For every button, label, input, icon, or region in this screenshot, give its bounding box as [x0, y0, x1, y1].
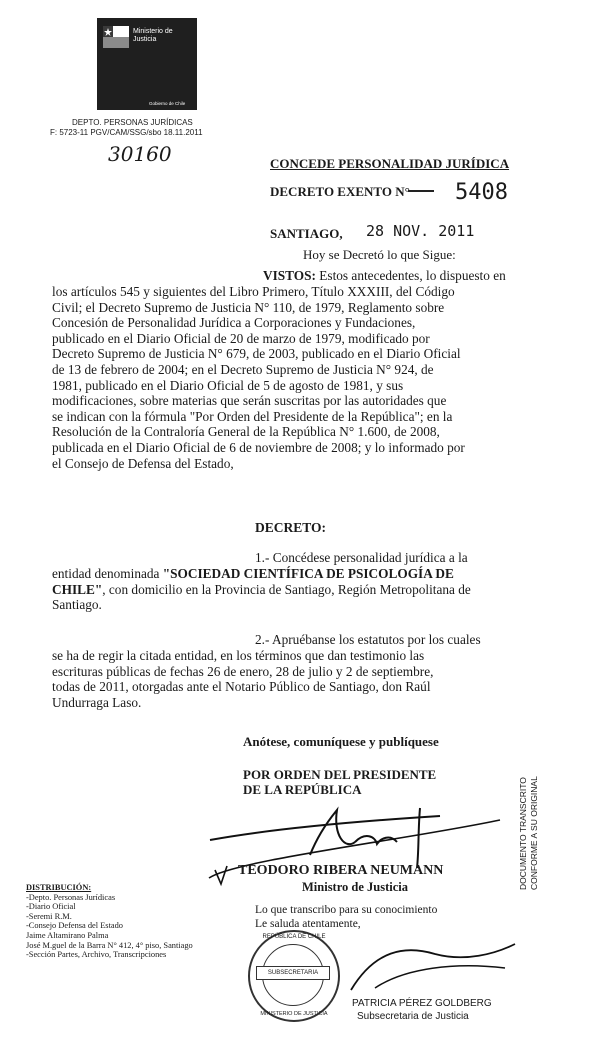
place: SANTIAGO, [270, 226, 343, 241]
distribution-item: Jaime Altamirano Palma [26, 930, 109, 940]
transcribe-line1: Lo que transcribo para su conocimiento [255, 904, 438, 916]
decree-dash [408, 190, 434, 192]
signer-title: Ministro de Justicia [302, 880, 409, 894]
vistos-line: se indican con la fórmula "Por Orden del Presidente de la República"; en la [52, 408, 453, 424]
article-1-first-line: 1.- Concédese personalidad jurídica a la [255, 550, 468, 565]
art1-post: , con domicilio en la Provincia de Santiago, Región Metropolitana de [102, 581, 471, 597]
article-2-first-line: 2.- Apruébanse los estatutos por los cuales [255, 632, 481, 647]
official-seal-stamp [248, 930, 340, 1022]
distribution-item: -Depto. Personas Jurídicas [26, 892, 116, 902]
vistos-line: Civil; el Decreto Supremo de Justicia N° 110, de 1979, Reglamento sobre [52, 299, 445, 315]
distribution-item: -Diario Oficial [26, 902, 76, 912]
distribution-item: -Sección Partes, Archivo, Transcripciones [26, 950, 167, 960]
transcribe-line2: Le saluda atentamente, [255, 918, 361, 930]
entity-name-part2: CHILE" [52, 581, 103, 597]
article-2-paragraph [52, 648, 582, 710]
article-1-paragraph [52, 566, 582, 613]
art2-line: Undurraga Laso. [52, 694, 142, 710]
handwritten-number: 30160 [108, 142, 172, 166]
art1-last-line: Santiago. [52, 597, 102, 613]
subsecretaria-signature [345, 940, 525, 1000]
vistos-first-line [263, 268, 583, 284]
vistos-line: 1981, publicado en el Diario Oficial de 5 de agosto de 1981, y sus [52, 377, 404, 393]
vistos-paragraph [52, 284, 580, 471]
art2-line: escrituras públicas de fechas 26 de enero, 28 de julio y 2 de septiembre, [52, 663, 434, 679]
subsecretaria-name: PATRICIA PÉREZ GOLDBERG [352, 998, 492, 1009]
dept-label: DEPTO. PERSONAS JURÍDICAS [72, 118, 193, 127]
distribution-item: José M.guel de la Barra N° 412, 4° piso, Santiago [26, 940, 193, 950]
vistos-label: VISTOS: [263, 268, 316, 283]
por-orden-line1: POR ORDEN DEL PRESIDENTE [243, 767, 437, 782]
decree-label: DECRETO EXENTO N° [270, 184, 410, 199]
entity-name-part1: "SOCIEDAD CIENTÍFICA DE PSICOLOGÍA DE [162, 566, 454, 581]
vistos-line: Decreto Supremo de Justicia N° 679, de 2003, publicado en el Diario Oficial [52, 346, 461, 362]
side-stamp-line1: DOCUMENTO TRANSCRITO [518, 777, 528, 890]
logo-text-line2: Justicia [133, 36, 157, 43]
subsecretaria-title: Subsecretaria de Justicia [357, 1011, 469, 1022]
vistos-line: el Consejo de Defensa del Estado, [52, 455, 234, 471]
hoy-decreto: Hoy se Decretó lo que Sigue: [303, 247, 456, 262]
stamp-band-text: SUBSECRETARIA [256, 966, 330, 980]
stamp-top-text: REPÚBLICA DE CHILE [262, 934, 326, 940]
vistos-line: los artículos 545 y siguientes del Libro Primero, Título XXXIII, del Código [52, 284, 455, 299]
logo-text-line1: Ministerio de [133, 28, 173, 35]
vistos-line: publicado en el Diario Oficial de 20 de marzo de 1979, modificado por [52, 330, 430, 346]
decreto-heading: DECRETO: [255, 520, 327, 535]
vistos-intro: Estos antecedentes, lo dispuesto en [319, 268, 506, 283]
distribution-label: DISTRIBUCIÓN: [26, 883, 92, 892]
art2-line: todas de 2011, otorgadas ante el Notario Público de Santiago, don Raúl [52, 679, 431, 695]
vistos-line: de 13 de febrero de 2004; en el Decreto Supremo de Justicia N° 924, de [52, 361, 434, 377]
side-certification-stamp [518, 776, 540, 890]
stamp-bottom-text: MINISTERIO DE JUSTICIA [260, 1011, 328, 1017]
art2-line: se ha de regir la citada entidad, en los términos que dan testimonio las [52, 648, 425, 663]
file-reference: F: 5723-11 PGV/CAM/SSG/sbo 18.11.2011 [50, 128, 203, 137]
distribution-list [26, 883, 266, 960]
signer-name: TEODORO RIBERA NEUMANN [238, 863, 444, 878]
vistos-line: publicada en el Diario Oficial de 6 de noviembre de 2008; y lo informado por [52, 439, 465, 455]
decree-number: 5408 [455, 180, 508, 205]
por-orden-line2: DE LA REPÚBLICA [243, 782, 362, 797]
distribution-item: -Consejo Defensa del Estado [26, 921, 123, 931]
chile-flag-icon [103, 26, 129, 48]
art1-pre: entidad denominada [52, 566, 163, 581]
vistos-line: Resolución de la Contraloría General de la República N° 1.600, de 2008, [52, 424, 440, 440]
vistos-line: modificaciones, sobre materias que serán suscritas por las autoridades que [52, 393, 447, 409]
side-stamp-line2: CONFORME A SU ORIGINAL [529, 776, 539, 890]
closing-formula: Anótese, comuníquese y publíquese [243, 734, 439, 749]
distribution-item: -Seremi R.M. [26, 911, 72, 921]
logo-footer: Gobierno de Chile [149, 101, 186, 106]
document-title: CONCEDE PERSONALIDAD JURÍDICA [270, 156, 510, 171]
ministry-logo [97, 18, 197, 110]
decree-date: 28 NOV. 2011 [366, 222, 475, 240]
vistos-line: Concesión de Personalidad Jurídica a Corporaciones y Fundaciones, [52, 315, 416, 331]
